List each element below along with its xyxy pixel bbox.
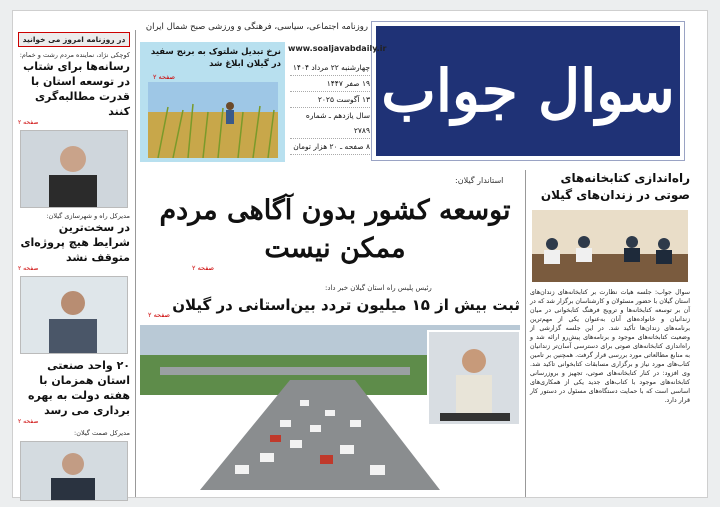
website-url[interactable]: www.soaljavabdaily.ir — [288, 44, 387, 53]
column-divider — [525, 170, 526, 497]
lead-kicker: استاندار گیلان: — [455, 176, 504, 185]
publication-info — [290, 60, 370, 155]
newspaper-logo: سوال جواب — [381, 57, 675, 125]
right-story[interactable] — [530, 170, 690, 405]
left-item-4-kicker: مدیرکل صمت گیلان: — [74, 429, 130, 437]
masthead — [372, 22, 684, 160]
left-item-1-title[interactable]: رسانه‌ها برای شتاب در توسعه استان با قدرت مطالبه‌گری کنند — [23, 60, 130, 118]
second-page-ref: صفحه ۲ — [148, 311, 171, 319]
pub-date-hijri: ۱۹ صفر ۱۴۴۷ — [290, 76, 370, 92]
second-kicker: رئیس پلیس راه استان گیلان خبر داد: — [325, 284, 432, 292]
right-story-body: سوال جواب: جلسه هیات نظارت بر کتابخانه‌های زندان‌های استان گیلان با حضور مسئولان و کارشناسان برگزار شد که در آن بر توسعه کتابخانه‌ها و ترویج فرهنگ کتابخوانی در میان زندانیان و خانواده‌های آنان به‌عنوان یکی از مهم‌ترین برنامه‌های زندان‌ها تأکید شد. در این جلسه گزارشی از وضعیت کتابخانه‌های موجود و برنامه‌های پیش‌رو ارائه شد و راه‌اندازی کتابخانه‌های صوتی برای دسترسی آسان‌تر زندانیان به منابع مطالعاتی مورد بررسی قرار گرفت. همچنین بر تامین کتاب‌های مورد نیاز و برگزاری مسابقات کتابخوانی تاکید شد. وی افزود: در کنار کتابخانه‌های صوتی، تجهیز و بروزرسانی کتابخانه‌های موجود با کتاب‌های جدید یکی از همکاری‌های اساسی است که با حمایت دستگاه‌های مسئول در دستور کار قرار دارد. — [530, 289, 690, 404]
right-story-title: راه‌اندازی کتابخانه‌های صوتی در زندان‌های گیلان — [540, 171, 690, 202]
lead-page-ref: صفحه ۲ — [192, 264, 215, 272]
left-item-2-page: صفحه ۲ — [18, 265, 39, 272]
lead-headline[interactable]: توسعه کشور بدون آگاهی مردم ممکن نیست — [159, 195, 511, 264]
portrait-1 — [20, 130, 128, 208]
portrait-3 — [20, 441, 128, 501]
left-item-2-title[interactable]: در سخت‌ترین شرایط هیچ پروژه‌ای متوقف نشد — [20, 221, 130, 264]
inside-today-header: در روزنامه امروز می خوانید — [18, 32, 130, 47]
left-item-2-kicker: مدیرکل راه و شهرسازی گیلان: — [46, 212, 130, 220]
portrait-2 — [20, 276, 128, 354]
left-column — [18, 32, 130, 505]
left-item-1-page: صفحه ۲ — [18, 119, 39, 126]
second-headline[interactable]: ثبت بیش از ۱۵ میلیون تردد بین‌استانی در گیلان — [172, 296, 520, 314]
left-item-3-title[interactable]: ۲۰ واحد صنعتی استان همزمان با هفته دولت به بهره برداری می رسد — [28, 359, 130, 417]
teaser-page-ref: صفحه ۲ — [152, 73, 175, 81]
pub-date-gregorian: ۱۳ آگوست ۲۰۲۵ — [290, 92, 370, 108]
rice-field-image — [148, 82, 278, 158]
pub-date-persian: چهارشنبه ۲۲ مرداد ۱۴۰۴ — [290, 60, 370, 76]
library-meeting-photo — [532, 210, 688, 282]
column-divider — [135, 30, 136, 497]
teaser-box[interactable] — [140, 42, 285, 162]
page-count-price: ۸ صفحه ـ ۲۰ هزار تومان — [290, 139, 370, 155]
left-item-3-page: صفحه ۲ — [18, 418, 39, 425]
left-item-1-kicker: کوچکی نژاد، نماینده مردم رشت و خمام: — [19, 51, 130, 59]
issue-number: سال یازدهم ـ شماره ۲۷۸۹ — [290, 108, 370, 139]
teaser-title: نرخ تبدیل شلتوک به برنج سفید در گیلان ابلاغ شد — [150, 47, 281, 69]
tagline: روزنامه اجتماعی، سیاسی، فرهنگی و ورزشی صبح شمال ایران — [145, 22, 368, 32]
highway-traffic-photo — [140, 325, 520, 490]
